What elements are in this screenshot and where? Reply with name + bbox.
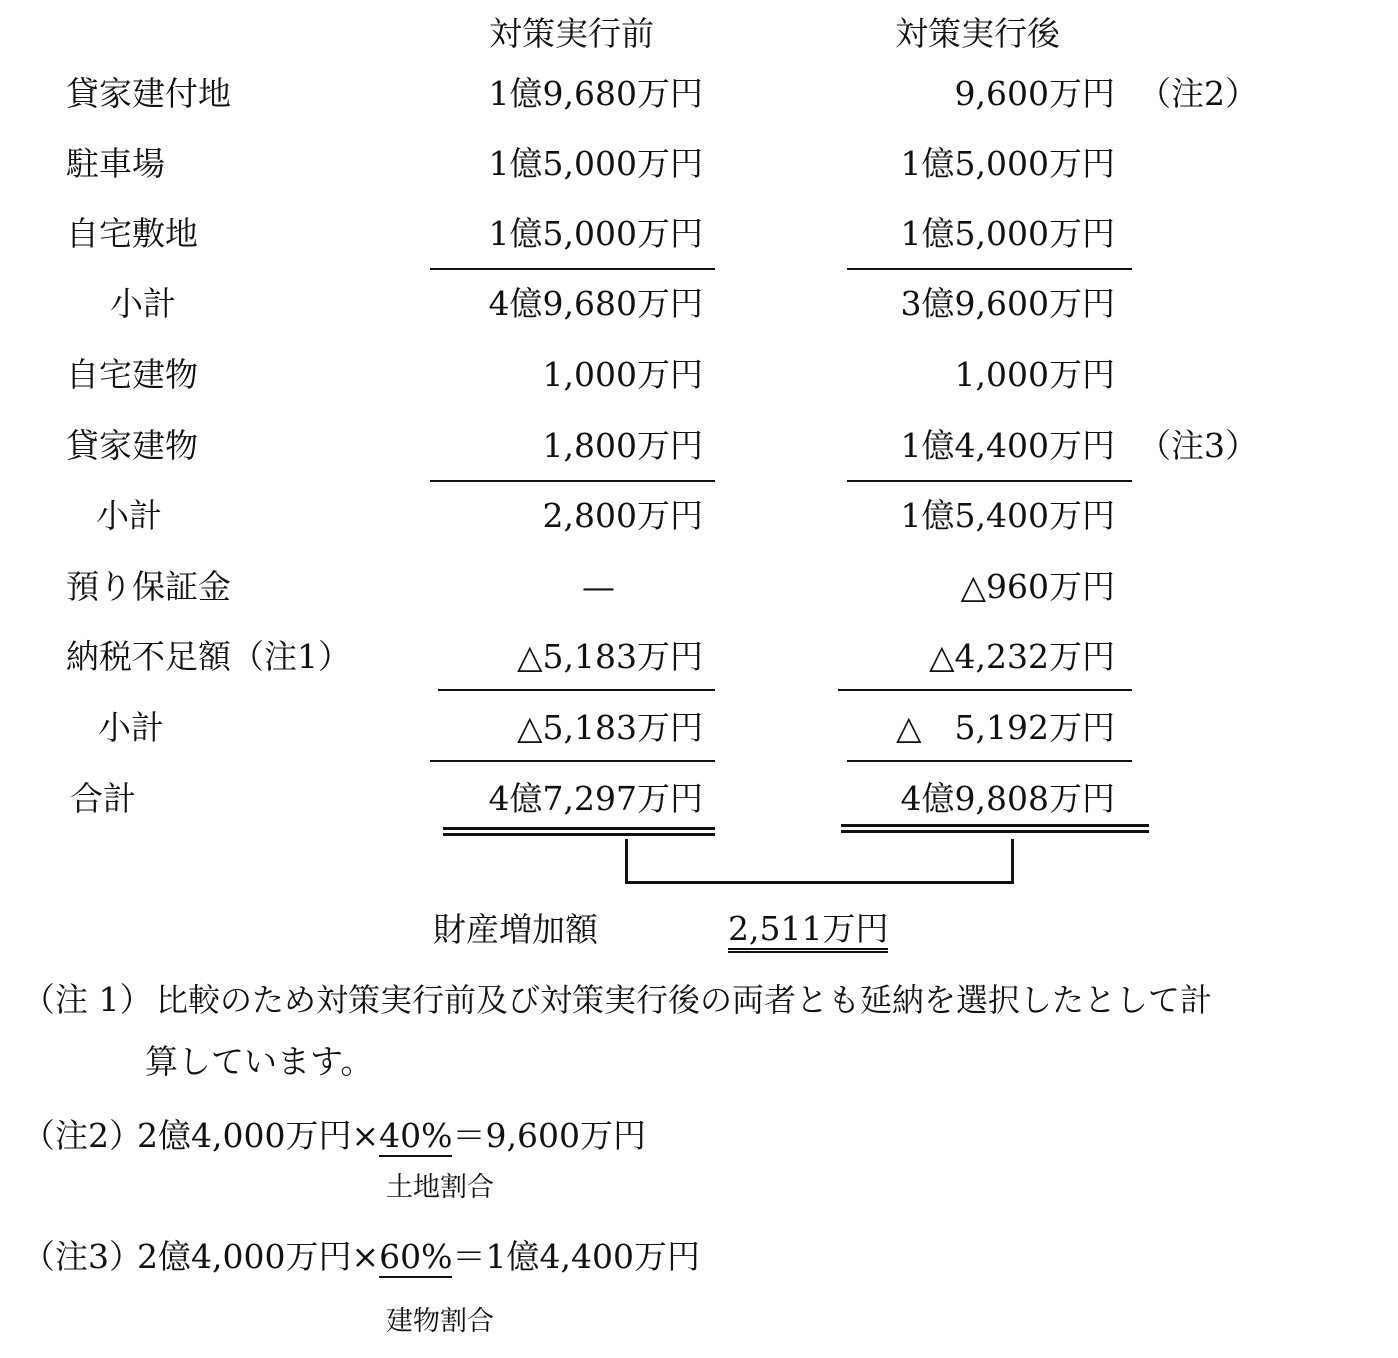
row-after-subtotal-land: 3億9,600万円: [900, 284, 1115, 323]
note2-part-a: 2億4,000万円×: [137, 1116, 380, 1155]
row-label-home-building: 自宅建物: [66, 355, 198, 394]
row-note-2: （注2）: [1138, 74, 1258, 113]
row-before-subtotal-building: 2,800万円: [542, 496, 703, 535]
note3-head: （注3）: [22, 1237, 142, 1276]
row-label-subtotal-building: 小計: [96, 496, 162, 535]
note3-part-b: ＝1億4,400万円: [452, 1237, 700, 1276]
row-before-tax-shortfall: △5,183万円: [517, 637, 703, 676]
row-label-rental-land: 貸家建付地: [66, 74, 231, 113]
total-rule: [847, 760, 1132, 762]
row-after-home-building: 1,000万円: [954, 355, 1115, 394]
note1-head: （注 1）: [22, 980, 153, 1019]
note3-part-a: 2億4,000万円×: [137, 1237, 380, 1276]
note2-formula: [137, 1116, 646, 1156]
bracket-left: [625, 839, 628, 884]
header-after: 対策実行後: [895, 14, 1060, 53]
row-after-rental-land: 9,600万円: [954, 74, 1115, 113]
increase-value: [728, 910, 888, 948]
note2-percent: 40%: [379, 1116, 453, 1155]
row-before-deposit: —: [582, 567, 615, 606]
subtotal-rule: [438, 689, 715, 691]
row-after-rental-building: 1億4,400万円: [900, 426, 1115, 465]
row-after-parking: 1億5,000万円: [900, 144, 1115, 183]
row-before-subtotal-liabilities: △5,183万円: [517, 708, 703, 747]
row-note-3: （注3）: [1138, 426, 1258, 465]
note2-head: （注2）: [22, 1116, 142, 1155]
row-label-subtotal-land: 小計: [110, 284, 176, 323]
note3-formula: [137, 1237, 700, 1277]
note1-line1: 比較のため対策実行前及び対策実行後の両者とも延納を選択したとして計: [156, 981, 1213, 1019]
subtotal-rule: [847, 268, 1132, 270]
increase-value-text: 2,511万円: [728, 909, 888, 953]
header-before: 対策実行前: [489, 14, 654, 53]
row-label-tax-shortfall: 納税不足額（注1）: [66, 637, 351, 676]
row-before-home-building: 1,000万円: [542, 355, 703, 394]
note1-line2: 算しています。: [145, 1042, 374, 1081]
row-label-total: 合計: [70, 779, 136, 818]
note3-percent: 60%: [379, 1237, 453, 1276]
bracket-right: [1011, 839, 1014, 884]
row-label-home-land: 自宅敷地: [66, 214, 198, 253]
row-before-rental-building: 1,800万円: [542, 426, 703, 465]
row-after-subtotal-building: 1億5,400万円: [900, 496, 1115, 535]
row-before-rental-land: 1億9,680万円: [488, 74, 703, 113]
subtotal-rule: [430, 268, 715, 270]
note3-sub: 建物割合: [386, 1306, 494, 1337]
total-double-rule: [841, 824, 1149, 833]
row-after-deposit: △960万円: [960, 567, 1115, 606]
row-before-home-land: 1億5,000万円: [488, 214, 703, 253]
row-after-home-land: 1億5,000万円: [900, 214, 1115, 253]
total-rule: [430, 760, 715, 762]
subtotal-rule: [838, 689, 1132, 691]
subtotal-rule: [847, 480, 1132, 482]
row-before-total: 4億7,297万円: [488, 779, 703, 818]
note2-part-b: ＝9,600万円: [452, 1116, 646, 1155]
row-before-subtotal-land: 4億9,680万円: [488, 284, 703, 323]
row-label-deposit: 預り保証金: [66, 567, 231, 606]
note2-sub: 土地割合: [386, 1172, 494, 1203]
row-before-parking: 1億5,000万円: [488, 144, 703, 183]
row-label-subtotal-liabilities: 小計: [98, 708, 164, 747]
row-after-total: 4億9,808万円: [900, 779, 1115, 818]
increase-label: 財産増加額: [433, 910, 598, 949]
subtotal-rule: [430, 480, 715, 482]
row-label-rental-building: 貸家建物: [66, 426, 198, 465]
row-label-parking: 駐車場: [66, 144, 165, 183]
total-double-rule: [443, 827, 715, 836]
bracket-bottom: [625, 881, 1014, 884]
row-after-subtotal-liabilities: △ 5,192万円: [896, 708, 1115, 747]
row-after-tax-shortfall: △4,232万円: [929, 637, 1115, 676]
